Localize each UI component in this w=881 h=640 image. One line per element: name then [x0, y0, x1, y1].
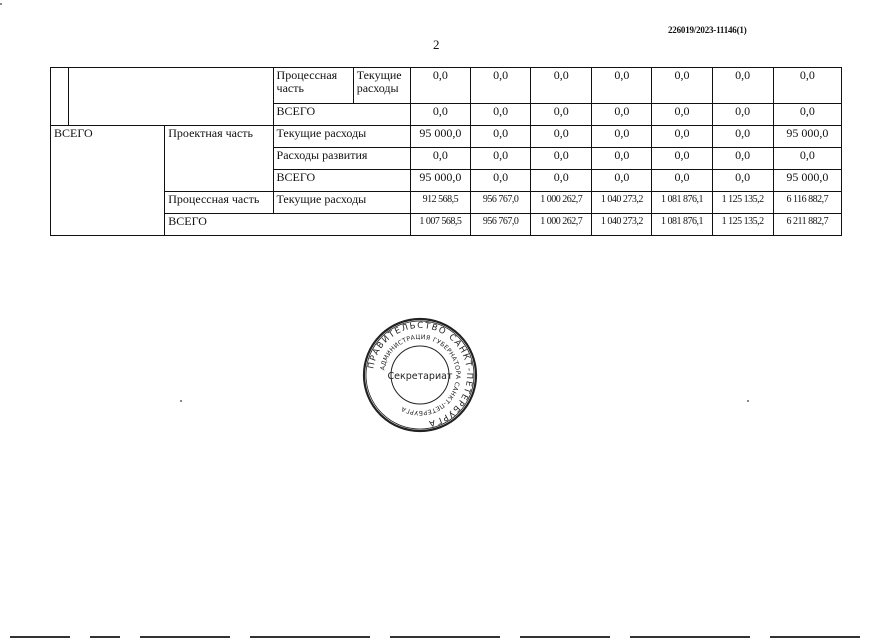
value-cell: 0,0: [712, 68, 773, 104]
total-label: ВСЕГО: [165, 214, 411, 236]
part-label: Процессная часть: [165, 192, 273, 214]
value-cell: 0,0: [712, 170, 773, 192]
value-cell: 912 568,5: [410, 192, 470, 214]
value-cell: 95 000,0: [773, 170, 841, 192]
value-cell: 0,0: [531, 170, 592, 192]
value-cell: 0,0: [592, 170, 652, 192]
table-row: [51, 214, 842, 236]
value-cell: 0,0: [531, 68, 592, 104]
value-cell: 956 767,0: [471, 214, 531, 236]
value-cell: 1 000 262,7: [531, 214, 592, 236]
value-cell: 956 767,0: [471, 192, 531, 214]
value-cell: 0,0: [471, 170, 531, 192]
value-cell: 1 125 135,2: [712, 214, 773, 236]
value-cell: 0,0: [410, 148, 470, 170]
value-cell: 1 040 273,2: [592, 214, 652, 236]
document-number: 226019/2023-11146(1): [668, 25, 747, 35]
expense-type-label: Расходы развития: [273, 148, 410, 170]
value-cell: 1 081 876,1: [652, 214, 712, 236]
value-cell: 0,0: [471, 126, 531, 148]
value-cell: 0,0: [410, 68, 470, 104]
expense-type-label: Текущие расходы: [273, 126, 410, 148]
value-cell: 1 000 262,7: [531, 192, 592, 214]
value-cell: 0,0: [652, 170, 712, 192]
value-cell: 0,0: [712, 126, 773, 148]
value-cell: 0,0: [592, 104, 652, 126]
empty-cell: [51, 68, 69, 126]
page-number: 2: [433, 37, 440, 52]
value-cell: 0,0: [592, 68, 652, 104]
value-cell: 0,0: [471, 104, 531, 126]
value-cell: 6 116 882,7: [773, 192, 841, 214]
value-cell: 0,0: [773, 148, 841, 170]
table-row: [51, 126, 842, 148]
scan-artifact: [0, 3, 2, 5]
budget-table: [50, 67, 842, 236]
scan-edge-strip: [0, 634, 881, 640]
official-seal-stamp: [362, 317, 478, 433]
expense-type-label: Текущие расходы: [353, 68, 410, 104]
value-cell: 1 040 273,2: [592, 192, 652, 214]
value-cell: 0,0: [652, 104, 712, 126]
expense-type-label: ВСЕГО: [273, 170, 410, 192]
value-cell: 0,0: [712, 148, 773, 170]
value-cell: 0,0: [652, 126, 712, 148]
scan-artifact: [747, 400, 749, 402]
part-label: Проектная часть: [165, 126, 273, 192]
value-cell: 95 000,0: [410, 170, 470, 192]
group-label: ВСЕГО: [51, 126, 165, 236]
subpart-label: Процессная часть: [273, 68, 353, 104]
value-cell: 0,0: [652, 68, 712, 104]
seal-inner-text: АДМИНИСТРАЦИЯ ГУБЕРНАТОРА САНКТ-ПЕТЕРБУРГА: [379, 333, 462, 417]
value-cell: 95 000,0: [773, 126, 841, 148]
value-cell: 1 081 876,1: [652, 192, 712, 214]
seal-center-text: Секретариат: [387, 371, 453, 382]
table-row: [51, 192, 842, 214]
scan-artifact: [180, 400, 182, 402]
value-cell: 95 000,0: [410, 126, 470, 148]
value-cell: 0,0: [652, 148, 712, 170]
seal-outer-text: ПРАВИТЕЛЬСТВО САНКТ-ПЕТЕРБУРГА: [366, 320, 475, 429]
value-cell: 0,0: [773, 68, 841, 104]
value-cell: 6 211 882,7: [773, 214, 841, 236]
value-cell: 1 007 568,5: [410, 214, 470, 236]
value-cell: 0,0: [592, 126, 652, 148]
value-cell: 0,0: [712, 104, 773, 126]
expense-type-label: Текущие расходы: [273, 192, 410, 214]
value-cell: 0,0: [592, 148, 652, 170]
value-cell: 0,0: [531, 126, 592, 148]
empty-cell: [69, 68, 274, 126]
value-cell: 0,0: [471, 68, 531, 104]
value-cell: 0,0: [773, 104, 841, 126]
value-cell: 1 125 135,2: [712, 192, 773, 214]
value-cell: 0,0: [410, 104, 470, 126]
expense-type-label: ВСЕГО: [273, 104, 410, 126]
value-cell: 0,0: [471, 148, 531, 170]
value-cell: 0,0: [531, 148, 592, 170]
value-cell: 0,0: [531, 104, 592, 126]
table-row: [51, 68, 842, 104]
